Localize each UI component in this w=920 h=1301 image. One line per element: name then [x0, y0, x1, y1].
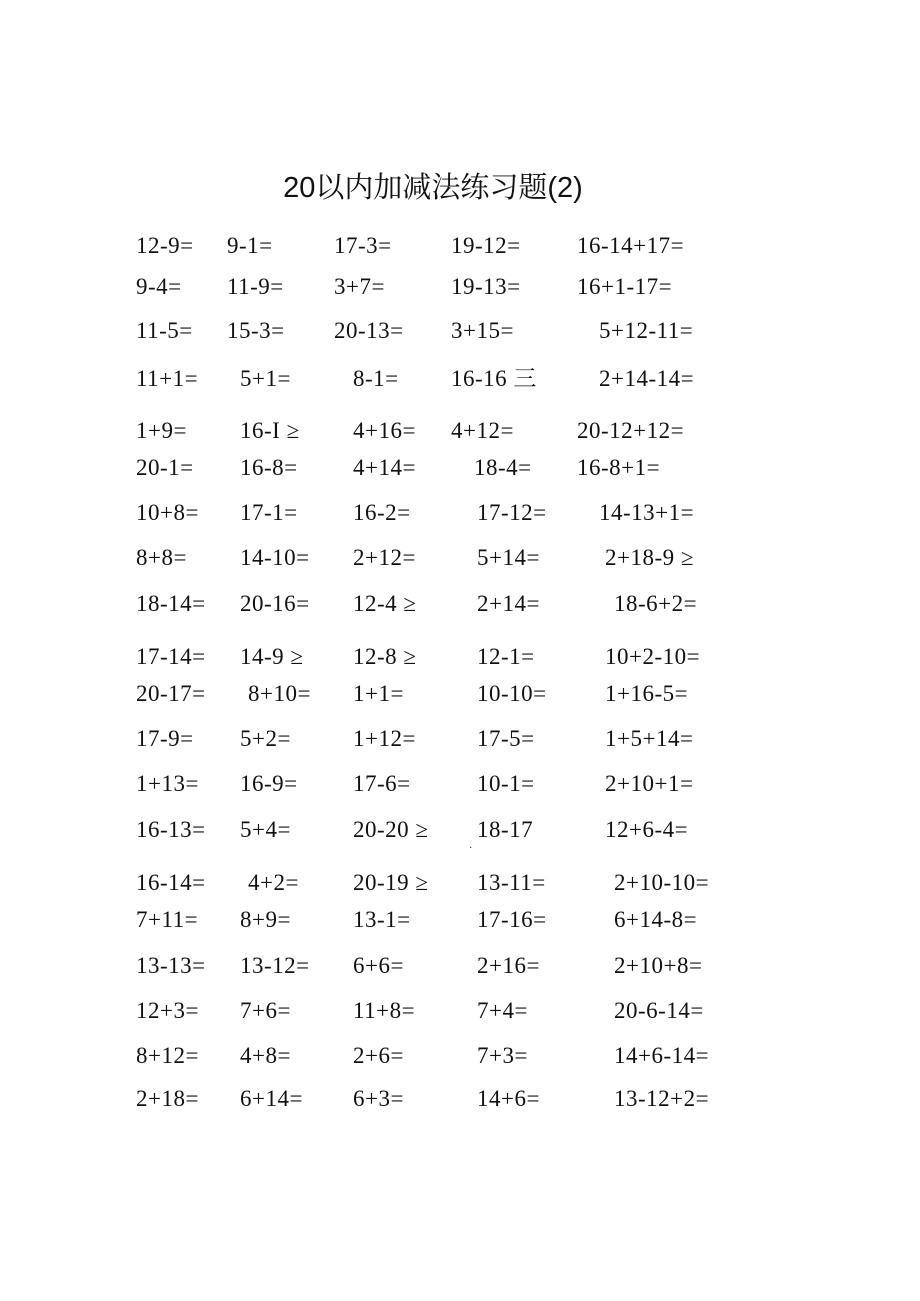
- math-problem: 20-1=: [136, 455, 194, 480]
- math-problem: 17-16=: [477, 907, 547, 932]
- problem-row: [0, 1083, 920, 1119]
- problem-row: [0, 814, 920, 850]
- math-problem: 17-3=: [334, 233, 392, 258]
- problem-row: [0, 542, 920, 578]
- math-problem: 3+15=: [451, 318, 514, 343]
- math-problem: 17-14=: [136, 644, 206, 669]
- math-problem: 12-4 ≥: [353, 591, 417, 616]
- math-problem: 10-10=: [477, 681, 547, 706]
- math-problem: 18-4=: [474, 455, 532, 480]
- math-problem: 10+8=: [136, 500, 199, 525]
- math-problem: 17-1=: [240, 500, 298, 525]
- math-problem: 2+16=: [477, 953, 540, 978]
- math-problem: 9-1=: [227, 233, 273, 258]
- math-problem: 17-12=: [477, 500, 547, 525]
- math-problem: 1+12=: [353, 726, 416, 751]
- problem-row: [0, 723, 920, 759]
- math-problem: 12+3=: [136, 998, 199, 1023]
- problem-row: [0, 950, 920, 986]
- math-problem: 1+1=: [353, 681, 404, 706]
- math-problem: 11-9=: [227, 274, 284, 299]
- math-problem: 1+5+14=: [605, 726, 694, 751]
- math-problem: 4+8=: [240, 1043, 291, 1068]
- problem-row: [0, 588, 920, 624]
- math-problem: 14-9 ≥: [240, 644, 304, 669]
- math-problem: 9-4=: [136, 274, 182, 299]
- math-problem: 20-13=: [334, 318, 404, 343]
- math-problem: 5+14=: [477, 545, 540, 570]
- problem-row: [0, 415, 920, 451]
- math-problem: 13-11=: [477, 870, 546, 895]
- math-problem: 5+4=: [240, 817, 291, 842]
- problem-row: [0, 768, 920, 804]
- math-problem: 11+1=: [136, 366, 199, 391]
- math-problem: 8+12=: [136, 1043, 199, 1068]
- math-problem: 1+9=: [136, 418, 187, 443]
- math-problem: 20-12+12=: [577, 418, 685, 443]
- math-problem: 13-12=: [240, 953, 310, 978]
- math-problem: 2+14=: [477, 591, 540, 616]
- math-problem: 14+6=: [477, 1086, 540, 1111]
- math-problem: 14-13+1=: [599, 500, 695, 525]
- math-problem: 14+6-14=: [614, 1043, 710, 1068]
- problem-row: [0, 497, 920, 533]
- problem-row: [0, 867, 920, 903]
- math-problem: 18-14=: [136, 591, 206, 616]
- math-problem: 17-6=: [353, 771, 411, 796]
- worksheet-title: 20以内加减法练习题(2): [283, 172, 583, 204]
- math-problem: 7+3=: [477, 1043, 528, 1068]
- math-problem: 5+1=: [240, 366, 291, 391]
- math-problem: 16-16 三: [451, 366, 537, 391]
- math-problem: 7+4=: [477, 998, 528, 1023]
- math-problem: 4+16=: [353, 418, 416, 443]
- math-problem: 14-10=: [240, 545, 310, 570]
- problem-row: [0, 363, 920, 399]
- problem-row: [0, 904, 920, 940]
- math-problem: 20-20 ≥: [353, 817, 429, 842]
- math-problem: 12+6-4=: [605, 817, 689, 842]
- math-problem: 5+12-11=: [599, 318, 694, 343]
- math-problem: 13-1=: [353, 907, 411, 932]
- math-problem: 2+10-10=: [614, 870, 710, 895]
- problem-row: [0, 230, 920, 266]
- math-problem: 16-8+1=: [577, 455, 661, 480]
- math-problem: 20-17=: [136, 681, 206, 706]
- stray-dot-mark: ·: [469, 843, 473, 854]
- math-problem: 4+12=: [451, 418, 514, 443]
- math-problem: 19-12=: [451, 233, 521, 258]
- math-problem: 2+10+8=: [614, 953, 703, 978]
- math-problem: 2+10+1=: [605, 771, 694, 796]
- problem-row: [0, 678, 920, 714]
- math-problem: 5+2=: [240, 726, 291, 751]
- math-problem: 16-9=: [240, 771, 298, 796]
- math-problem: 10+2-10=: [605, 644, 701, 669]
- math-problem: 6+3=: [353, 1086, 404, 1111]
- problem-row: [0, 1040, 920, 1076]
- math-problem: 18-17: [477, 817, 534, 842]
- math-problem: 20-19 ≥: [353, 870, 429, 895]
- math-problem: 6+14=: [240, 1086, 303, 1111]
- math-problem: 4+2=: [248, 870, 299, 895]
- math-problem: 11-5=: [136, 318, 193, 343]
- math-problem: 6+6=: [353, 953, 404, 978]
- math-problem: 8+10=: [248, 681, 311, 706]
- problem-row: [0, 452, 920, 488]
- math-problem: 13-12+2=: [614, 1086, 710, 1111]
- math-problem: 2+6=: [353, 1043, 404, 1068]
- math-problem: 4+14=: [353, 455, 416, 480]
- math-problem: 20-16=: [240, 591, 310, 616]
- problem-row: [0, 995, 920, 1031]
- math-problem: 15-3=: [227, 318, 285, 343]
- math-problem: 2+18-9 ≥: [605, 545, 695, 570]
- math-problem: 2+14-14=: [599, 366, 695, 391]
- problem-row: [0, 641, 920, 677]
- problem-row: [0, 271, 920, 307]
- math-problem: 16-2=: [353, 500, 411, 525]
- math-problem: 8+9=: [240, 907, 291, 932]
- problem-row: [0, 315, 920, 351]
- math-problem: 19-13=: [451, 274, 521, 299]
- math-problem: 2+18=: [136, 1086, 199, 1111]
- math-problem: 16-13=: [136, 817, 206, 842]
- math-problem: 11+8=: [353, 998, 416, 1023]
- math-problem: 8-1=: [353, 366, 399, 391]
- math-problem: 10-1=: [477, 771, 535, 796]
- math-problem: 3+7=: [334, 274, 385, 299]
- math-problem: 20-6-14=: [614, 998, 704, 1023]
- math-problem: 18-6+2=: [614, 591, 698, 616]
- math-problem: 16-14=: [136, 870, 206, 895]
- math-problem: 13-13=: [136, 953, 206, 978]
- math-problem: 17-9=: [136, 726, 194, 751]
- math-problem: 16+1-17=: [577, 274, 673, 299]
- math-problem: 12-9=: [136, 233, 194, 258]
- math-problem: 16-8=: [240, 455, 298, 480]
- math-problem: 7+6=: [240, 998, 291, 1023]
- math-problem: 16-14+17=: [577, 233, 685, 258]
- math-problem: 1+16-5=: [605, 681, 689, 706]
- math-problem: 2+12=: [353, 545, 416, 570]
- math-problem: 17-5=: [477, 726, 535, 751]
- math-problem: 8+8=: [136, 545, 187, 570]
- math-problem: 12-1=: [477, 644, 535, 669]
- math-problem: 6+14-8=: [614, 907, 698, 932]
- math-problem: 7+11=: [136, 907, 199, 932]
- math-problem: 12-8 ≥: [353, 644, 417, 669]
- math-problem: 1+13=: [136, 771, 199, 796]
- math-problem: 16-I ≥: [240, 418, 300, 443]
